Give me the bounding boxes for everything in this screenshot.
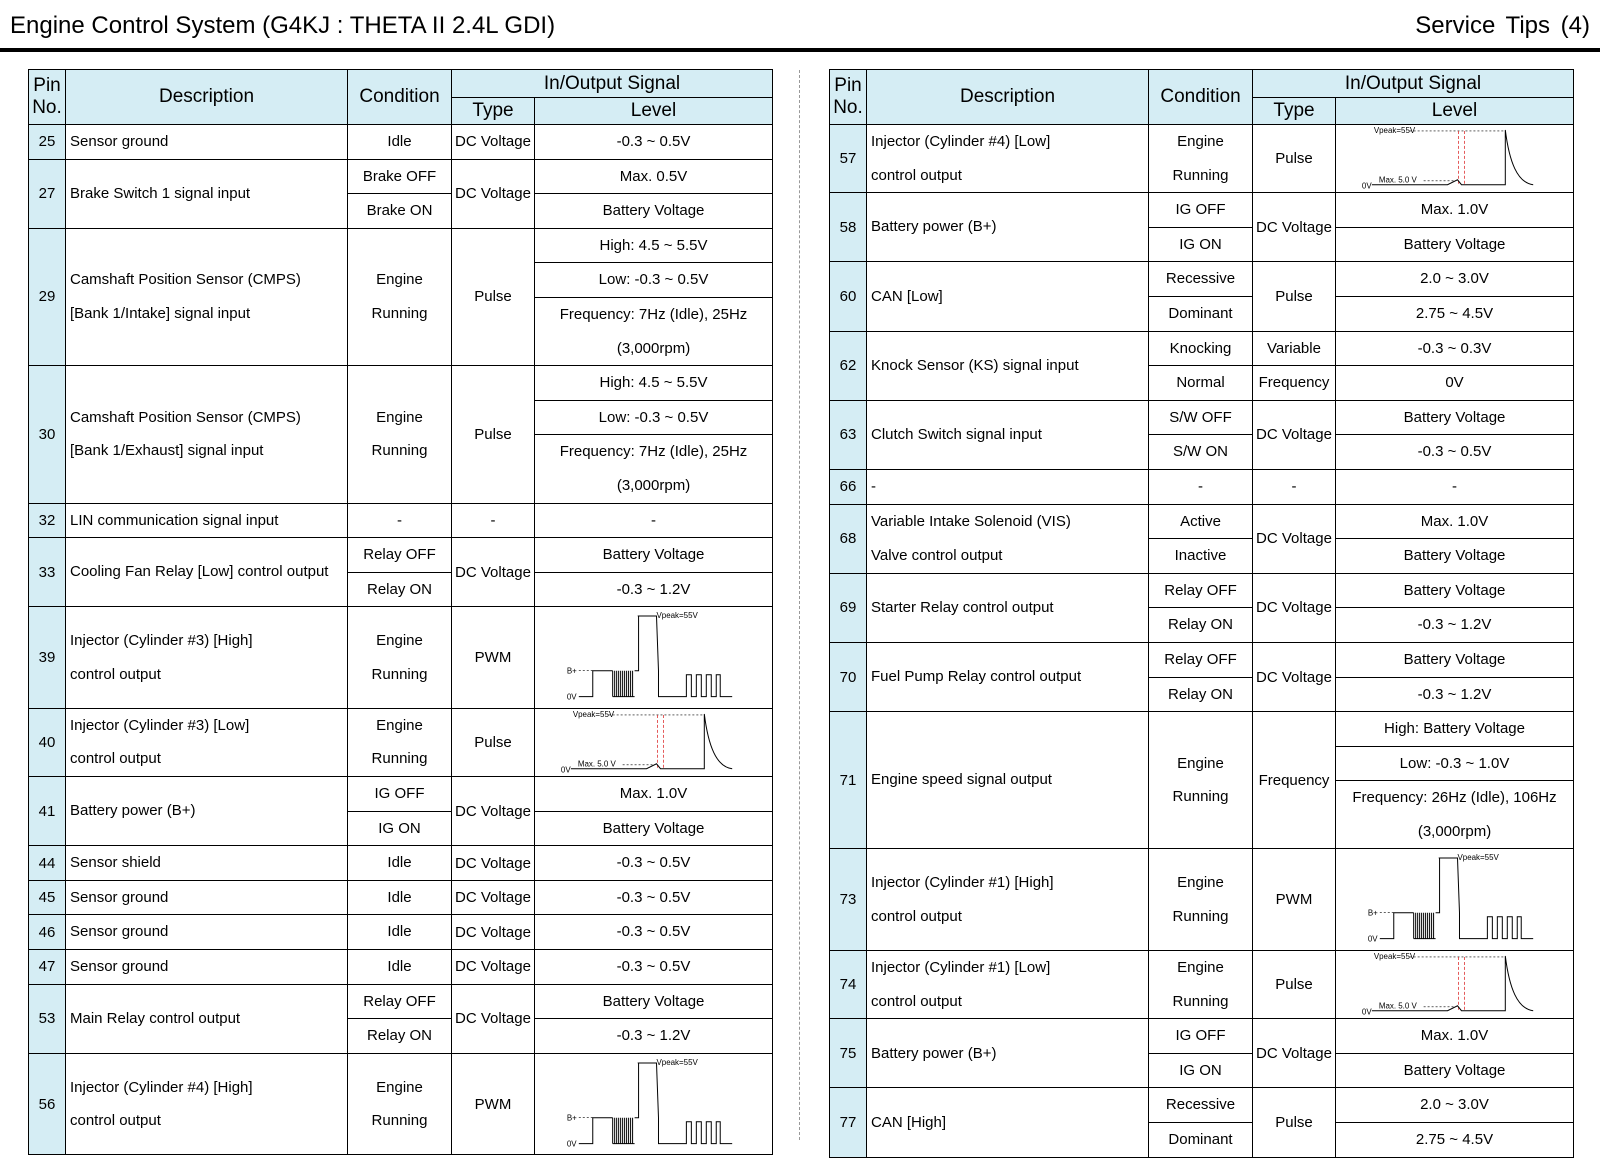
- signal-level: High: Battery Voltage: [1336, 712, 1574, 747]
- pin-description: Starter Relay control output: [867, 573, 1149, 642]
- header-type: Type: [1253, 98, 1336, 125]
- pin-description: Injector (Cylinder #3) [Low] control output: [66, 708, 348, 776]
- signal-condition: IG OFF: [1149, 193, 1253, 228]
- signal-condition: Idle: [348, 125, 452, 160]
- signal-level: Battery Voltage: [1336, 227, 1574, 262]
- signal-condition: Recessive: [1149, 1088, 1253, 1123]
- table-row: [29, 538, 773, 573]
- signal-type: DC Voltage: [1253, 573, 1336, 642]
- table-row: [29, 503, 773, 538]
- signal-level: -: [1336, 469, 1574, 504]
- pin-number: 44: [29, 846, 66, 881]
- pin-number: 71: [830, 712, 867, 849]
- pin-table-left: [28, 69, 773, 1155]
- zero-v-label: 0V: [566, 692, 577, 702]
- pwm-waveform: [535, 607, 772, 708]
- signal-level: Frequency: 7Hz (Idle), 25Hz (3,000rpm): [535, 297, 773, 365]
- pin-number: 33: [29, 538, 66, 607]
- vpeak-label: Vpeak=55V: [656, 611, 698, 621]
- max5-label: Max. 5.0 V: [1378, 1002, 1417, 1012]
- section-label: Service Tips (4): [1415, 12, 1590, 39]
- header-description: Description: [867, 70, 1149, 125]
- pin-description: Camshaft Position Sensor (CMPS) [Bank 1/Intake] signal input: [66, 228, 348, 365]
- table-row: [830, 1019, 1574, 1054]
- table-row: [29, 228, 773, 263]
- signal-condition: Relay ON: [1149, 608, 1253, 643]
- table-row: [29, 984, 773, 1019]
- pwm-waveform-cell: [535, 607, 773, 709]
- signal-level: Low: -0.3 ~ 0.5V: [535, 400, 773, 435]
- pin-number: 63: [830, 400, 867, 469]
- signal-level: Battery Voltage: [535, 984, 773, 1019]
- signal-type: DC Voltage: [1253, 193, 1336, 262]
- zero-v-label: 0V: [1367, 935, 1378, 945]
- signal-type: Pulse: [1253, 125, 1336, 193]
- table-row: [29, 846, 773, 881]
- signal-type: DC Voltage: [1253, 1019, 1336, 1088]
- header-level: Level: [535, 98, 773, 125]
- b-plus-label: B+: [566, 1113, 577, 1123]
- signal-type: Pulse: [452, 708, 535, 776]
- table-row: [830, 1088, 1574, 1123]
- signal-condition: IG ON: [348, 811, 452, 846]
- pin-number: 45: [29, 880, 66, 915]
- signal-condition: Relay OFF: [1149, 642, 1253, 677]
- signal-condition: Engine Running: [348, 228, 452, 365]
- signal-level: -0.3 ~ 0.5V: [535, 125, 773, 160]
- pin-description: Brake Switch 1 signal input: [66, 159, 348, 228]
- signal-condition: Engine Running: [1149, 712, 1253, 849]
- pin-description: Injector (Cylinder #1) [Low] control output: [867, 951, 1149, 1019]
- pin-number: 57: [830, 125, 867, 193]
- signal-condition: S/W OFF: [1149, 400, 1253, 435]
- page-header: [0, 0, 1600, 52]
- signal-level: -0.3 ~ 0.5V: [535, 846, 773, 881]
- pin-description: Sensor ground: [66, 950, 348, 985]
- pin-description: CAN [High]: [867, 1088, 1149, 1157]
- signal-condition: -: [348, 503, 452, 538]
- header-description: Description: [66, 70, 348, 125]
- signal-type: Pulse: [452, 228, 535, 365]
- pin-description: Sensor shield: [66, 846, 348, 881]
- max5-label: Max. 5.0 V: [1378, 175, 1417, 185]
- vpeak-label: Vpeak=55V: [1373, 952, 1416, 962]
- signal-level: Battery Voltage: [1336, 573, 1574, 608]
- pin-number: 66: [830, 469, 867, 504]
- signal-condition: Relay OFF: [1149, 573, 1253, 608]
- max5-label: Max. 5.0 V: [577, 759, 616, 769]
- signal-type: DC Voltage: [452, 777, 535, 846]
- signal-level: 2.75 ~ 4.5V: [1336, 296, 1574, 331]
- signal-condition: Relay ON: [348, 572, 452, 607]
- signal-type: DC Voltage: [1253, 400, 1336, 469]
- signal-type: Pulse: [1253, 1088, 1336, 1157]
- pin-number: 29: [29, 228, 66, 365]
- signal-type: DC Voltage: [452, 159, 535, 228]
- table-row: [830, 849, 1574, 883]
- signal-condition: Dominant: [1149, 1123, 1253, 1158]
- signal-level: Battery Voltage: [535, 538, 773, 573]
- column-divider: [799, 70, 800, 1140]
- pin-description: Injector (Cylinder #3) [High] control output: [66, 607, 348, 709]
- signal-type: DC Voltage: [452, 880, 535, 915]
- signal-level: 0V: [1336, 366, 1574, 401]
- signal-condition: Relay ON: [348, 1019, 452, 1054]
- pin-description: Battery power (B+): [867, 1019, 1149, 1088]
- pin-description: Clutch Switch signal input: [867, 400, 1149, 469]
- table-row: [29, 125, 773, 160]
- signal-level: 2.0 ~ 3.0V: [1336, 1088, 1574, 1123]
- pin-description: Sensor ground: [66, 915, 348, 950]
- pin-description: Sensor ground: [66, 880, 348, 915]
- pin-number: 68: [830, 504, 867, 573]
- signal-level: Max. 0.5V: [535, 159, 773, 194]
- signal-condition: Knocking: [1149, 331, 1253, 366]
- pin-number: 74: [830, 951, 867, 1019]
- pin-number: 70: [830, 642, 867, 711]
- table-row: [830, 504, 1574, 539]
- zero-v-label: 0V: [1361, 1008, 1372, 1018]
- signal-type: DC Voltage: [1253, 504, 1336, 573]
- pulse-waveform: [1336, 951, 1573, 1018]
- signal-type: Frequency: [1253, 366, 1336, 401]
- signal-condition: IG OFF: [348, 777, 452, 812]
- pin-number: 60: [830, 262, 867, 331]
- signal-condition: Idle: [348, 950, 452, 985]
- header-pin-no: Pin No.: [830, 70, 867, 125]
- table-row: [29, 708, 773, 742]
- pin-number: 32: [29, 503, 66, 538]
- header-condition: Condition: [1149, 70, 1253, 125]
- pin-number: 62: [830, 331, 867, 400]
- signal-condition: Engine Running: [1149, 125, 1253, 193]
- signal-type: PWM: [452, 1053, 535, 1155]
- signal-level: -0.3 ~ 1.2V: [1336, 677, 1574, 712]
- signal-type: PWM: [1253, 849, 1336, 951]
- table-row: [29, 607, 773, 641]
- table-row: [830, 400, 1574, 435]
- pin-description: LIN communication signal input: [66, 503, 348, 538]
- pin-number: 53: [29, 984, 66, 1053]
- signal-condition: -: [1149, 469, 1253, 504]
- pin-description: CAN [Low]: [867, 262, 1149, 331]
- pin-number: 30: [29, 366, 66, 503]
- pin-number: 27: [29, 159, 66, 228]
- signal-type: Frequency: [1253, 712, 1336, 849]
- pin-description: Variable Intake Solenoid (VIS) Valve control output: [867, 504, 1149, 573]
- signal-level: -0.3 ~ 0.3V: [1336, 331, 1574, 366]
- table-row: [29, 950, 773, 985]
- signal-type: DC Voltage: [452, 846, 535, 881]
- signal-level: -0.3 ~ 0.5V: [535, 915, 773, 950]
- table-row: [29, 777, 773, 812]
- header-rule: [0, 48, 1600, 52]
- signal-condition: IG ON: [1149, 1053, 1253, 1088]
- table-row: [29, 159, 773, 194]
- signal-level: Max. 1.0V: [535, 777, 773, 812]
- table-row: [29, 880, 773, 915]
- signal-condition: Normal: [1149, 366, 1253, 401]
- signal-level: Battery Voltage: [535, 811, 773, 846]
- table-row: [830, 125, 1574, 159]
- signal-level: Max. 1.0V: [1336, 193, 1574, 228]
- signal-type: DC Voltage: [452, 125, 535, 160]
- signal-level: Battery Voltage: [535, 194, 773, 229]
- signal-condition: Engine Running: [348, 366, 452, 503]
- signal-level: Battery Voltage: [1336, 400, 1574, 435]
- signal-level: Frequency: 7Hz (Idle), 25Hz (3,000rpm): [535, 435, 773, 503]
- signal-condition: Engine Running: [348, 708, 452, 776]
- signal-level: Low: -0.3 ~ 1.0V: [1336, 746, 1574, 781]
- signal-condition: Engine Running: [1149, 951, 1253, 1019]
- pin-description: Injector (Cylinder #4) [Low] control output: [867, 125, 1149, 193]
- table-row: [29, 915, 773, 950]
- signal-type: -: [1253, 469, 1336, 504]
- header-pin-no: Pin No.: [29, 70, 66, 125]
- pin-description: Engine speed signal output: [867, 712, 1149, 849]
- signal-type: -: [452, 503, 535, 538]
- vpeak-label: Vpeak=55V: [1373, 126, 1416, 136]
- zero-v-label: 0V: [560, 765, 571, 775]
- vpeak-label: Vpeak=55V: [572, 710, 615, 720]
- pin-number: 73: [830, 849, 867, 951]
- signal-level: -0.3 ~ 0.5V: [1336, 435, 1574, 470]
- signal-condition: Engine Running: [348, 607, 452, 709]
- signal-level: -: [535, 503, 773, 538]
- signal-level: Max. 1.0V: [1336, 1019, 1574, 1054]
- signal-level: Battery Voltage: [1336, 539, 1574, 574]
- b-plus-label: B+: [1367, 909, 1378, 919]
- signal-level: Battery Voltage: [1336, 642, 1574, 677]
- signal-condition: Idle: [348, 880, 452, 915]
- signal-type: DC Voltage: [1253, 642, 1336, 711]
- pin-description: Injector (Cylinder #1) [High] control output: [867, 849, 1149, 951]
- pin-number: 69: [830, 573, 867, 642]
- signal-type: PWM: [452, 607, 535, 709]
- pin-description: Sensor ground: [66, 125, 348, 160]
- signal-level: -0.3 ~ 1.2V: [1336, 608, 1574, 643]
- signal-condition: Relay OFF: [348, 984, 452, 1019]
- pin-number: 41: [29, 777, 66, 846]
- pin-description: Cooling Fan Relay [Low] control output: [66, 538, 348, 607]
- signal-condition: Active: [1149, 504, 1253, 539]
- zero-v-label: 0V: [1361, 181, 1372, 191]
- pwm-waveform: [1336, 849, 1573, 950]
- signal-condition: Brake ON: [348, 194, 452, 229]
- pin-description: -: [867, 469, 1149, 504]
- header-type: Type: [452, 98, 535, 125]
- pin-number: 58: [830, 193, 867, 262]
- page-title: Engine Control System (G4KJ : THETA II 2.4L GDI): [10, 12, 556, 39]
- signal-type: DC Voltage: [452, 950, 535, 985]
- pin-number: 75: [830, 1019, 867, 1088]
- pin-description: Camshaft Position Sensor (CMPS) [Bank 1/Exhaust] signal input: [66, 366, 348, 503]
- signal-level: Low: -0.3 ~ 0.5V: [535, 263, 773, 298]
- signal-condition: Recessive: [1149, 262, 1253, 297]
- signal-level: -0.3 ~ 1.2V: [535, 572, 773, 607]
- pin-description: Fuel Pump Relay control output: [867, 642, 1149, 711]
- pwm-waveform-cell: [535, 1053, 773, 1155]
- b-plus-label: B+: [566, 667, 577, 677]
- table-row: [830, 469, 1574, 504]
- signal-condition: IG OFF: [1149, 1019, 1253, 1054]
- signal-condition: IG ON: [1149, 227, 1253, 262]
- table-row: [830, 712, 1574, 747]
- signal-type: Pulse: [452, 366, 535, 503]
- signal-level: High: 4.5 ~ 5.5V: [535, 228, 773, 263]
- signal-type: Pulse: [1253, 262, 1336, 331]
- pin-number: 39: [29, 607, 66, 709]
- header-condition: Condition: [348, 70, 452, 125]
- signal-level: High: 4.5 ~ 5.5V: [535, 366, 773, 401]
- pwm-waveform: [535, 1054, 772, 1155]
- vpeak-label: Vpeak=55V: [656, 1057, 698, 1067]
- table-row: [830, 262, 1574, 297]
- table-row: [830, 331, 1574, 366]
- pin-table-right: [829, 69, 1574, 1158]
- table-row: [830, 642, 1574, 677]
- signal-level: Battery Voltage: [1336, 1053, 1574, 1088]
- pulse-waveform-cell: [1336, 951, 1574, 1019]
- signal-condition: Relay ON: [1149, 677, 1253, 712]
- signal-condition: Engine Running: [1149, 849, 1253, 951]
- pin-description: Battery power (B+): [867, 193, 1149, 262]
- pin-number: 46: [29, 915, 66, 950]
- zero-v-label: 0V: [566, 1139, 577, 1149]
- header-in-output-signal: In/Output Signal: [452, 70, 773, 98]
- pin-description: Battery power (B+): [66, 777, 348, 846]
- signal-condition: Relay OFF: [348, 538, 452, 573]
- table-row: [830, 193, 1574, 228]
- pin-number: 47: [29, 950, 66, 985]
- signal-condition: Inactive: [1149, 539, 1253, 574]
- signal-type: DC Voltage: [452, 915, 535, 950]
- table-row: [29, 1053, 773, 1087]
- signal-type: Variable: [1253, 331, 1336, 366]
- table-row: [830, 951, 1574, 985]
- pin-number: 40: [29, 708, 66, 776]
- signal-level: Frequency: 26Hz (Idle), 106Hz (3,000rpm): [1336, 781, 1574, 849]
- pin-description: Knock Sensor (KS) signal input: [867, 331, 1149, 400]
- pin-description: Main Relay control output: [66, 984, 348, 1053]
- signal-level: -0.3 ~ 0.5V: [535, 880, 773, 915]
- signal-type: DC Voltage: [452, 984, 535, 1053]
- table-row: [830, 573, 1574, 608]
- pin-description: Injector (Cylinder #4) [High] control output: [66, 1053, 348, 1155]
- pin-number: 77: [830, 1088, 867, 1157]
- table-row: [29, 366, 773, 401]
- pulse-waveform-cell: [1336, 125, 1574, 193]
- pulse-waveform: [1336, 125, 1573, 192]
- pwm-waveform-cell: [1336, 849, 1574, 951]
- vpeak-label: Vpeak=55V: [1457, 853, 1499, 863]
- signal-condition: Idle: [348, 846, 452, 881]
- signal-condition: Dominant: [1149, 296, 1253, 331]
- signal-level: Max. 1.0V: [1336, 504, 1574, 539]
- pin-number: 56: [29, 1053, 66, 1155]
- signal-condition: Brake OFF: [348, 159, 452, 194]
- signal-type: DC Voltage: [452, 538, 535, 607]
- pulse-waveform-cell: [535, 708, 773, 776]
- signal-condition: S/W ON: [1149, 435, 1253, 470]
- signal-level: -0.3 ~ 1.2V: [535, 1019, 773, 1054]
- signal-condition: Idle: [348, 915, 452, 950]
- header-in-output-signal: In/Output Signal: [1253, 70, 1574, 98]
- pulse-waveform: [535, 709, 772, 776]
- signal-level: -0.3 ~ 0.5V: [535, 950, 773, 985]
- signal-level: 2.75 ~ 4.5V: [1336, 1123, 1574, 1158]
- signal-condition: Engine Running: [348, 1053, 452, 1155]
- pin-number: 25: [29, 125, 66, 160]
- signal-level: 2.0 ~ 3.0V: [1336, 262, 1574, 297]
- signal-type: Pulse: [1253, 951, 1336, 1019]
- header-level: Level: [1336, 98, 1574, 125]
